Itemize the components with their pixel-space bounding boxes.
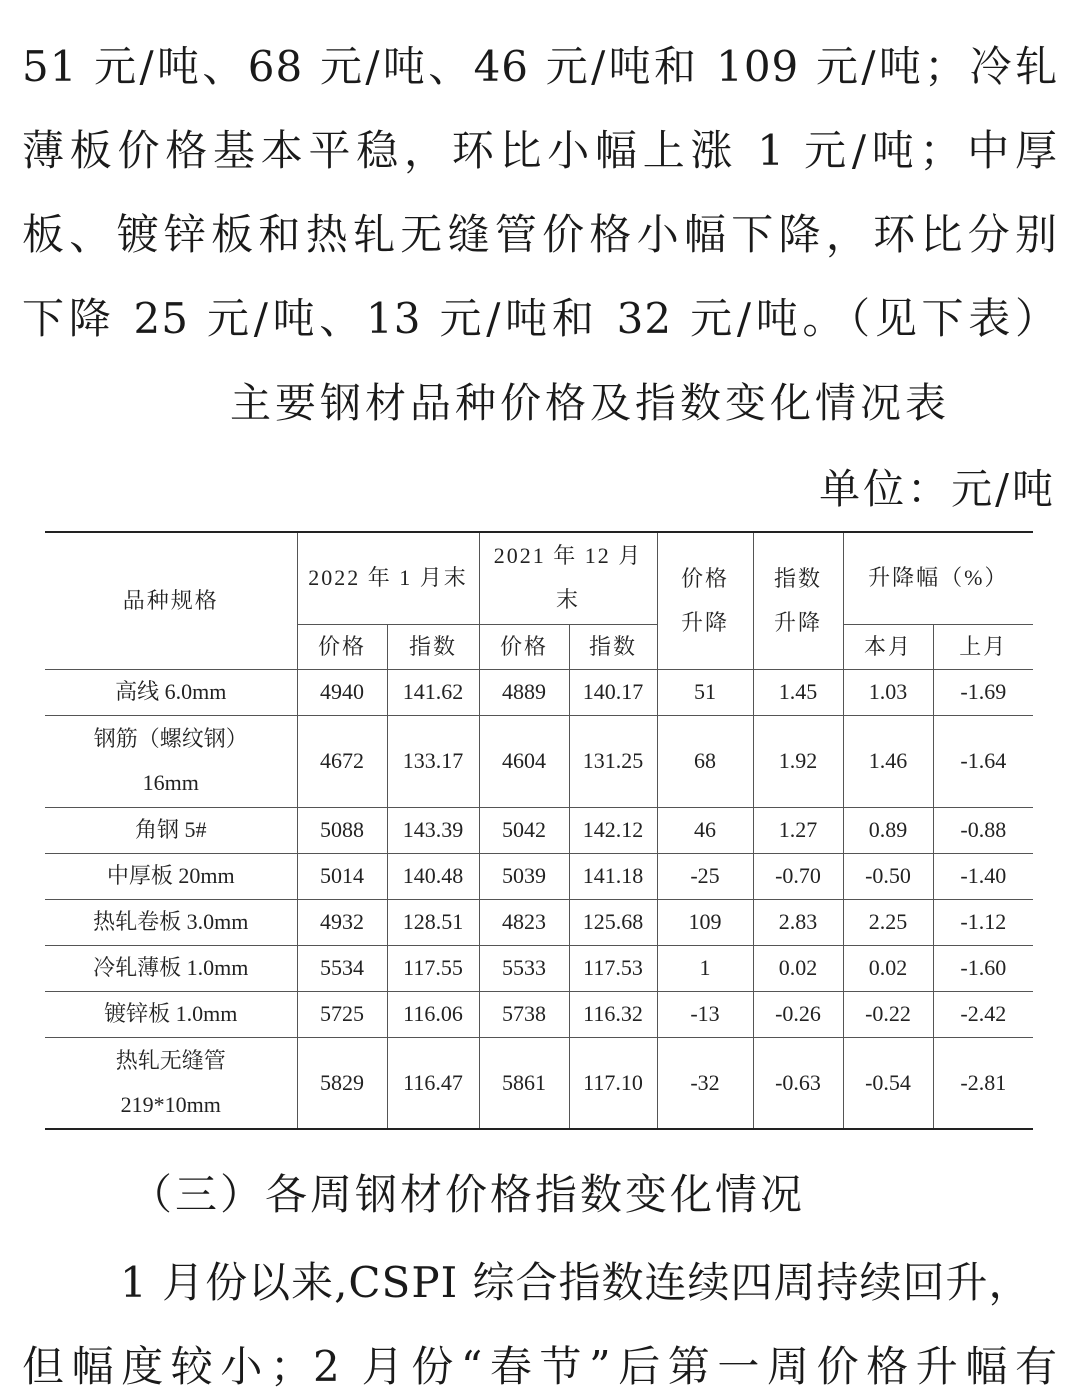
row-name: 冷轧薄板 1.0mm xyxy=(45,945,297,991)
row-this-month: -0.54 xyxy=(843,1037,933,1129)
header-this-month: 本月 xyxy=(843,624,933,669)
row-index-change: 2.83 xyxy=(753,899,843,945)
row-name: 热轧卷板 3.0mm xyxy=(45,899,297,945)
row-price-jan: 5534 xyxy=(297,945,387,991)
row-index-jan: 141.62 xyxy=(387,669,479,715)
header-dec2021 xyxy=(479,532,657,624)
row-price-dec: 5861 xyxy=(479,1037,569,1129)
row-this-month: -0.50 xyxy=(843,853,933,899)
paragraph-bottom-line-2: 但幅度较小；2 月份“春节”后第一周价格升幅有 xyxy=(22,1342,1058,1391)
table-row xyxy=(45,807,1033,853)
row-name xyxy=(45,715,297,807)
table-row xyxy=(45,1037,1033,1129)
row-price-change: -13 xyxy=(657,991,753,1037)
row-index-dec: 141.18 xyxy=(569,853,657,899)
row-last-month: -2.42 xyxy=(933,991,1033,1037)
row-name: 高线 6.0mm xyxy=(45,669,297,715)
row-index-change: -0.63 xyxy=(753,1037,843,1129)
row-index-change: -0.26 xyxy=(753,991,843,1037)
row-this-month: 1.03 xyxy=(843,669,933,715)
header-price-change-line2: 升降 xyxy=(681,609,730,635)
row-price-change: 1 xyxy=(657,945,753,991)
header-dec2021-line2: 末 xyxy=(556,587,581,613)
row-price-jan: 4672 xyxy=(297,715,387,807)
row-price-dec: 5039 xyxy=(479,853,569,899)
row-name-line1: 热轧无缝管 xyxy=(115,1047,226,1073)
row-last-month: -1.60 xyxy=(933,945,1033,991)
table-row xyxy=(45,899,1033,945)
row-last-month: -0.88 xyxy=(933,807,1033,853)
header-index-change xyxy=(753,532,843,669)
row-price-jan: 4932 xyxy=(297,899,387,945)
header-variety: 品种规格 xyxy=(45,532,297,669)
paragraph-line-2: 薄板价格基本平稳，环比小幅上涨 1 元/吨；中厚 xyxy=(22,126,1058,175)
row-last-month: -1.12 xyxy=(933,899,1033,945)
header-price-change-line1: 价格 xyxy=(681,565,730,591)
table-row xyxy=(45,853,1033,899)
row-name-line2: 16mm xyxy=(142,770,199,795)
row-index-jan: 140.48 xyxy=(387,853,479,899)
header-price: 价格 xyxy=(297,624,387,669)
row-index-dec: 142.12 xyxy=(569,807,657,853)
row-last-month: -1.64 xyxy=(933,715,1033,807)
header-index-change-line2: 升降 xyxy=(774,609,823,635)
table-row xyxy=(45,715,1033,807)
row-last-month: -2.81 xyxy=(933,1037,1033,1129)
section-heading: （三）各周钢材价格指数变化情况 xyxy=(130,1170,806,1219)
paragraph-bottom-line-1: 1 月份以来,CSPI 综合指数连续四周持续回升， xyxy=(120,1258,1032,1307)
row-price-jan: 5725 xyxy=(297,991,387,1037)
row-price-dec: 5042 xyxy=(479,807,569,853)
row-index-jan: 143.39 xyxy=(387,807,479,853)
row-name-line1: 钢筋（螺纹钢） xyxy=(93,726,248,751)
row-price-dec: 4823 xyxy=(479,899,569,945)
row-price-change: 109 xyxy=(657,899,753,945)
row-price-dec: 4604 xyxy=(479,715,569,807)
header-index: 指数 xyxy=(569,624,657,669)
row-price-change: -32 xyxy=(657,1037,753,1129)
row-price-dec: 5533 xyxy=(479,945,569,991)
header-pct-change: 升降幅（%） xyxy=(843,532,1033,624)
row-index-dec: 140.17 xyxy=(569,669,657,715)
row-index-change: 1.45 xyxy=(753,669,843,715)
header-price-change xyxy=(657,532,753,669)
row-this-month: 1.46 xyxy=(843,715,933,807)
row-this-month: -0.22 xyxy=(843,991,933,1037)
row-price-change: 51 xyxy=(657,669,753,715)
paragraph-line-4: 下降 25 元/吨、13 元/吨和 32 元/吨。（见下表） xyxy=(22,294,1058,343)
header-index-change-line1: 指数 xyxy=(774,565,823,591)
table-title: 主要钢材品种价格及指数变化情况表 xyxy=(230,379,950,427)
row-name: 中厚板 20mm xyxy=(45,853,297,899)
row-index-dec: 117.53 xyxy=(569,945,657,991)
row-index-dec: 131.25 xyxy=(569,715,657,807)
row-index-change: 0.02 xyxy=(753,945,843,991)
row-index-jan: 133.17 xyxy=(387,715,479,807)
row-name: 角钢 5# xyxy=(45,807,297,853)
header-index: 指数 xyxy=(387,624,479,669)
row-index-dec: 116.32 xyxy=(569,991,657,1037)
row-last-month: -1.69 xyxy=(933,669,1033,715)
row-price-jan: 5014 xyxy=(297,853,387,899)
row-price-jan: 5829 xyxy=(297,1037,387,1129)
header-jan2022: 2022 年 1 月末 xyxy=(297,532,479,624)
row-index-jan: 116.06 xyxy=(387,991,479,1037)
row-index-jan: 116.47 xyxy=(387,1037,479,1129)
row-this-month: 2.25 xyxy=(843,899,933,945)
row-index-dec: 125.68 xyxy=(569,899,657,945)
table-row xyxy=(45,945,1033,991)
header-last-month: 上月 xyxy=(933,624,1033,669)
row-price-jan: 5088 xyxy=(297,807,387,853)
row-index-jan: 117.55 xyxy=(387,945,479,991)
row-name: 镀锌板 1.0mm xyxy=(45,991,297,1037)
row-price-jan: 4940 xyxy=(297,669,387,715)
row-name-line2: 219*10mm xyxy=(120,1091,221,1117)
paragraph-line-1: 51 元/吨、68 元/吨、46 元/吨和 109 元/吨；冷轧 xyxy=(22,42,1058,91)
row-index-dec: 117.10 xyxy=(569,1037,657,1129)
row-price-change: -25 xyxy=(657,853,753,899)
unit-label: 单位：元/吨 xyxy=(819,465,1056,513)
row-index-change: 1.92 xyxy=(753,715,843,807)
price-index-table xyxy=(45,531,1033,1130)
row-price-dec: 4889 xyxy=(479,669,569,715)
row-price-change: 46 xyxy=(657,807,753,853)
row-index-jan: 128.51 xyxy=(387,899,479,945)
row-index-change: 1.27 xyxy=(753,807,843,853)
table-row xyxy=(45,991,1033,1037)
row-name xyxy=(45,1037,297,1129)
table-row xyxy=(45,669,1033,715)
row-last-month: -1.40 xyxy=(933,853,1033,899)
row-price-change: 68 xyxy=(657,715,753,807)
row-index-change: -0.70 xyxy=(753,853,843,899)
row-price-dec: 5738 xyxy=(479,991,569,1037)
row-this-month: 0.89 xyxy=(843,807,933,853)
header-price: 价格 xyxy=(479,624,569,669)
row-this-month: 0.02 xyxy=(843,945,933,991)
paragraph-line-3: 板、镀锌板和热轧无缝管价格小幅下降，环比分别 xyxy=(22,210,1058,259)
header-dec2021-line1: 2021 年 12 月 xyxy=(493,543,643,569)
